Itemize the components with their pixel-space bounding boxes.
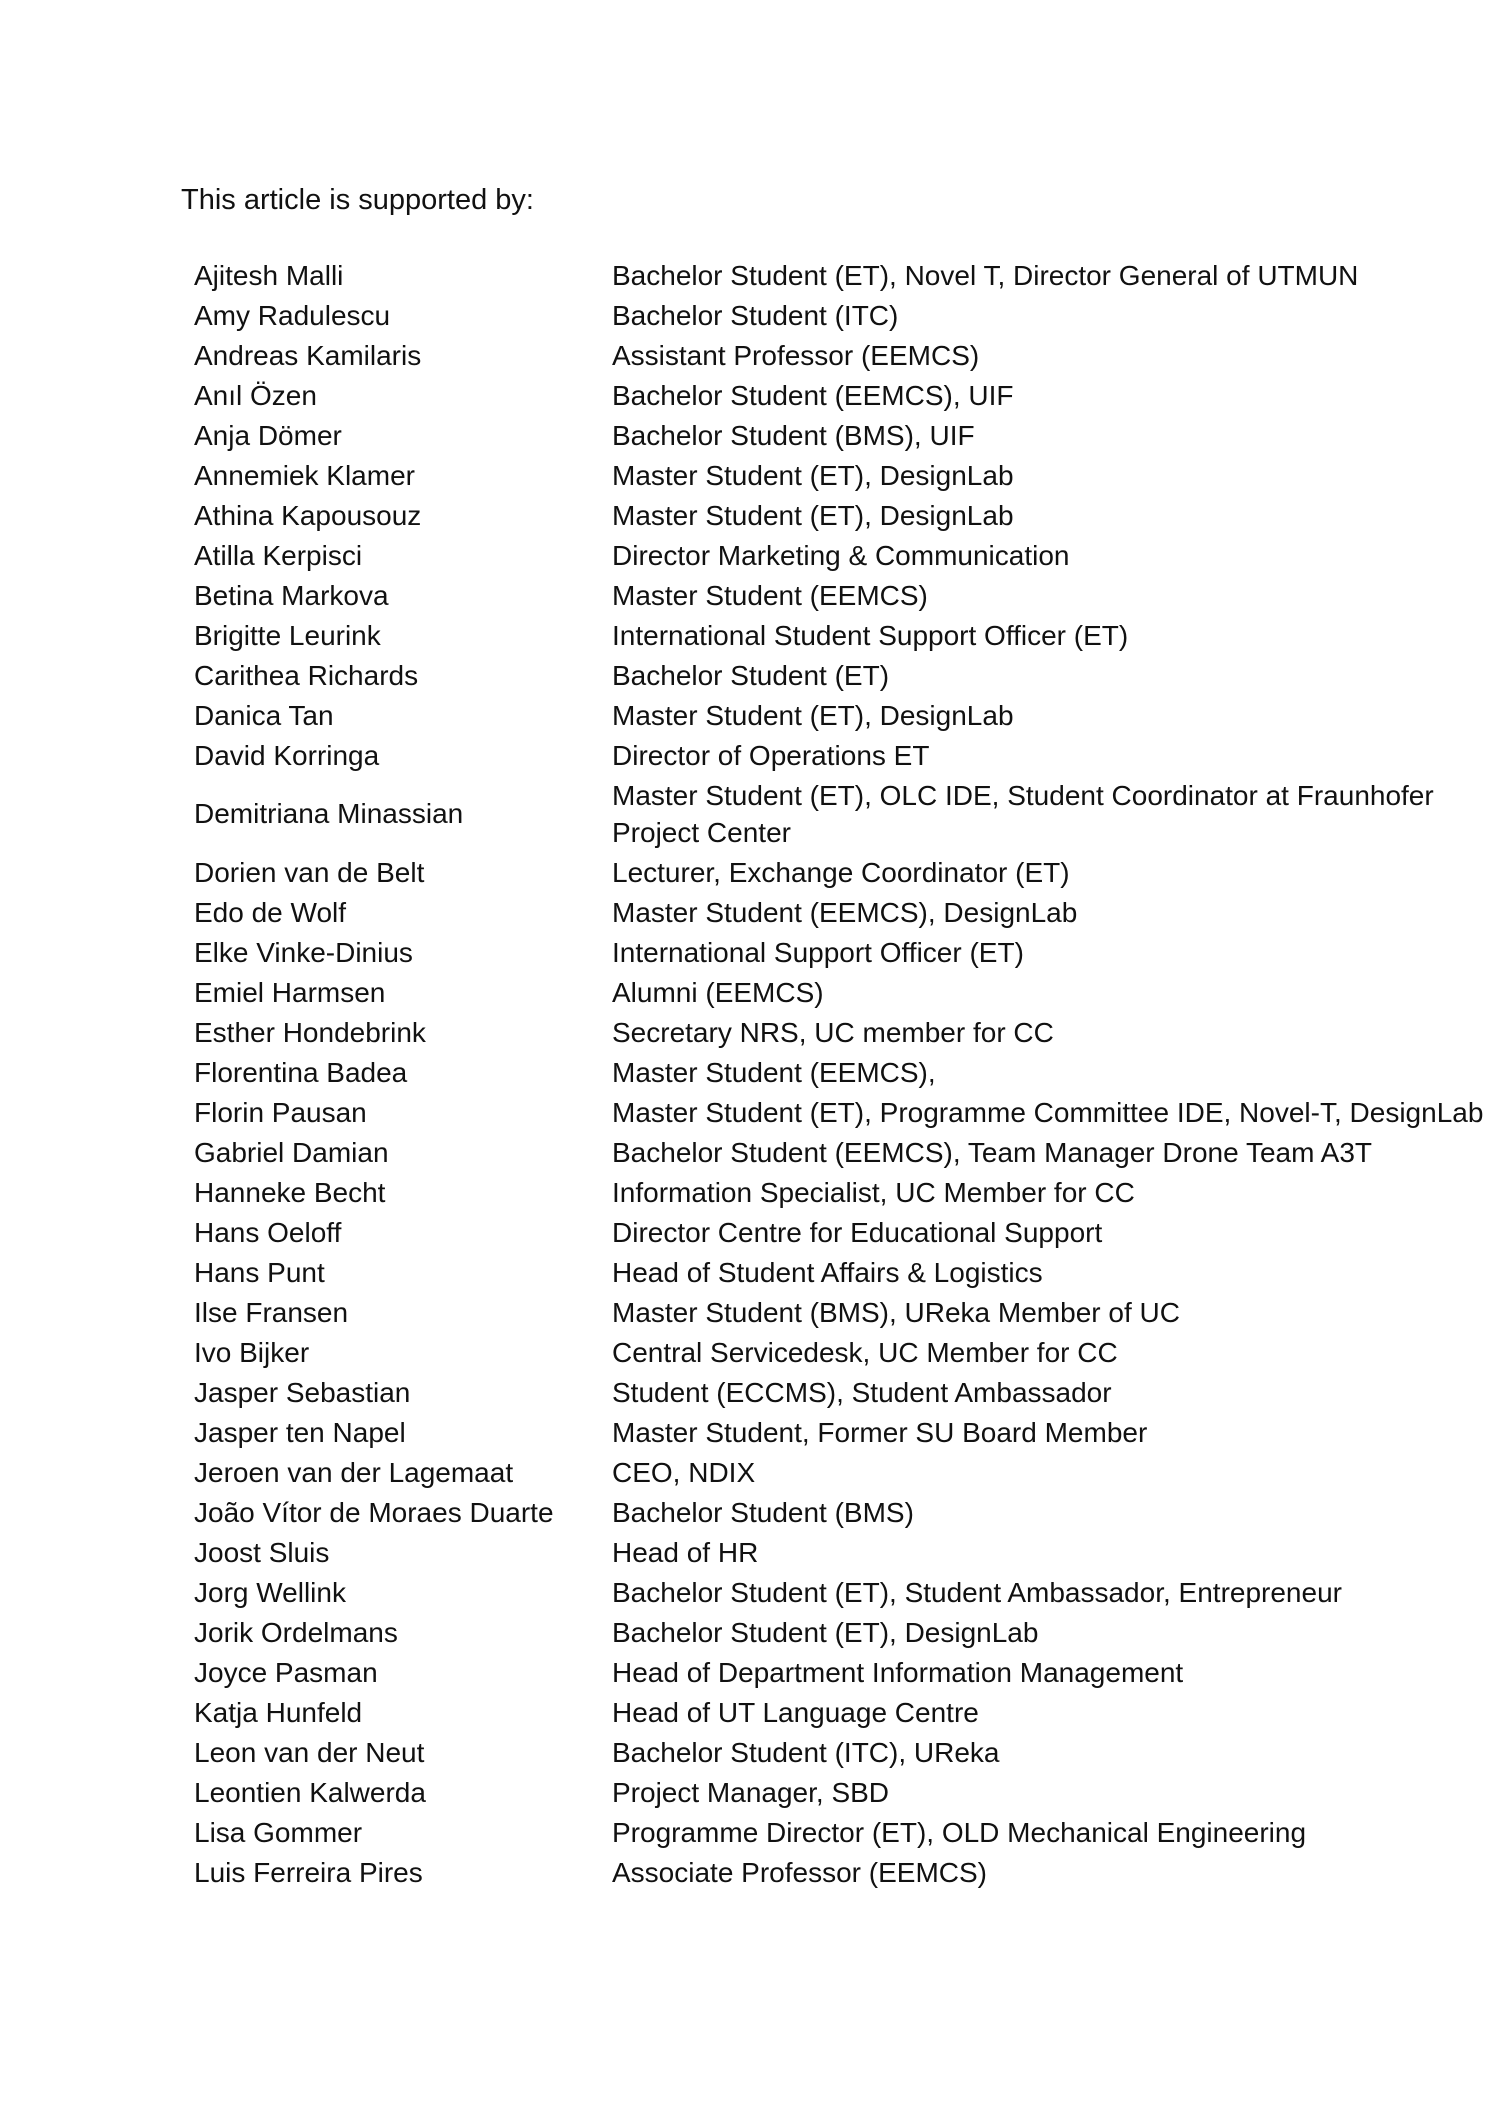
supporter-row (194, 1612, 1500, 1652)
supporter-role: Bachelor Student (ET), Novel T, Director General of UTMUN (612, 259, 1359, 291)
supporter-role: Bachelor Student (BMS) (612, 1496, 914, 1528)
supporter-role: International Support Officer (ET) (612, 936, 1024, 968)
supporter-role: Director Centre for Educational Support (612, 1216, 1103, 1248)
supporter-role: Lecturer, Exchange Coordinator (ET) (612, 856, 1070, 888)
supporter-role: Master Student (BMS), UReka Member of UC (612, 1296, 1180, 1328)
supporter-row (194, 535, 1500, 575)
supporter-role: Information Specialist, UC Member for CC (612, 1176, 1135, 1208)
supporter-name: Danica Tan (194, 699, 334, 731)
supporter-name: Jasper ten Napel (194, 1416, 406, 1448)
supporter-role: Programme Director (ET), OLD Mechanical Engineering (612, 1816, 1307, 1848)
supporter-name: Luis Ferreira Pires (194, 1856, 423, 1888)
supporter-name: Lisa Gommer (194, 1816, 363, 1848)
supporter-role: Alumni (EEMCS) (612, 976, 824, 1008)
supporter-role: Bachelor Student (BMS), UIF (612, 419, 975, 451)
supporter-list (194, 255, 1500, 1892)
supporter-row (194, 892, 1500, 932)
supporter-name: Elke Vinke-Dinius (194, 936, 413, 968)
supporter-role: Head of Department Information Management (612, 1656, 1184, 1688)
supporter-row (194, 1452, 1500, 1492)
supporter-name: Jorg Wellink (194, 1576, 346, 1608)
supporter-row (194, 1492, 1500, 1532)
supporter-role: Bachelor Student (ET) (612, 659, 890, 691)
supporter-row (194, 1812, 1500, 1852)
supporter-role: Bachelor Student (ET), DesignLab (612, 1616, 1039, 1648)
supporter-name: Athina Kapousouz (194, 499, 422, 531)
supporter-role: Director of Operations ET (612, 739, 930, 771)
supporter-role: Head of Student Affairs & Logistics (612, 1256, 1043, 1288)
supporter-name: João Vítor de Moraes Duarte (194, 1496, 554, 1528)
supporter-name: Anja Dömer (194, 419, 342, 451)
supporter-row (194, 1332, 1500, 1372)
supporter-role: Project Manager, SBD (612, 1776, 890, 1808)
supporter-name: Jorik Ordelmans (194, 1616, 398, 1648)
supporter-role: Master Student, Former SU Board Member (612, 1416, 1148, 1448)
supporter-name: Joyce Pasman (194, 1656, 378, 1688)
supporter-name: Brigitte Leurink (194, 619, 381, 651)
supporter-role: Head of HR (612, 1536, 759, 1568)
supporter-role: Master Student (ET), Programme Committee IDE, Novel-T, DesignLab (612, 1096, 1484, 1128)
supporter-row (194, 1532, 1500, 1572)
supporter-row (194, 1092, 1500, 1132)
supporter-name: Leon van der Neut (194, 1736, 425, 1768)
supporter-role: Master Student (EEMCS), (612, 1056, 936, 1088)
supporter-row (194, 1692, 1500, 1732)
supporter-row (194, 1212, 1500, 1252)
supporter-role: Central Servicedesk, UC Member for CC (612, 1336, 1118, 1368)
supporter-name: Andreas Kamilaris (194, 339, 422, 371)
supporter-name: David Korringa (194, 739, 380, 771)
supporter-row (194, 615, 1500, 655)
supporter-row (194, 852, 1500, 892)
supporter-name: Ilse Fransen (194, 1296, 349, 1328)
supporter-row (194, 655, 1500, 695)
supporter-name: Demitriana Minassian (194, 798, 464, 829)
supporter-name: Anıl Özen (194, 379, 317, 411)
supporter-name: Annemiek Klamer (194, 459, 415, 491)
supporter-name: Katja Hunfeld (194, 1696, 363, 1728)
supporter-row (194, 1252, 1500, 1292)
supporter-name: Ivo Bijker (194, 1336, 310, 1368)
supporter-row (194, 575, 1500, 615)
supporter-row (194, 1732, 1500, 1772)
supporter-row (194, 1132, 1500, 1172)
supporter-role: Student (ECCMS), Student Ambassador (612, 1376, 1112, 1408)
supporter-name: Hanneke Becht (194, 1176, 386, 1208)
supporter-name: Hans Punt (194, 1256, 325, 1288)
supporter-row (194, 1572, 1500, 1612)
supporter-role: Assistant Professor (EEMCS) (612, 339, 980, 371)
supporter-role: Bachelor Student (EEMCS), Team Manager Drone Team A3T (612, 1136, 1372, 1168)
supporter-name: Esther Hondebrink (194, 1016, 426, 1048)
supporter-row (194, 415, 1500, 455)
supporter-name: Florentina Badea (194, 1056, 408, 1088)
supporter-row (194, 295, 1500, 335)
supporter-role: Master Student (EEMCS), DesignLab (612, 896, 1078, 928)
supporter-role: CEO, NDIX (612, 1456, 756, 1488)
supporter-role: Master Student (EEMCS) (612, 579, 928, 611)
supporter-name: Carithea Richards (194, 659, 419, 691)
intro-text: This article is supported by: (181, 184, 534, 216)
supporter-role: Master Student (ET), DesignLab (612, 699, 1014, 731)
supporter-row (194, 1412, 1500, 1452)
supporter-row (194, 1012, 1500, 1052)
supporter-row (194, 1172, 1500, 1212)
supporter-name: Atilla Kerpisci (194, 539, 363, 571)
supporter-name: Gabriel Damian (194, 1136, 389, 1168)
supporter-name: Amy Radulescu (194, 299, 391, 331)
supporter-name: Betina Markova (194, 579, 389, 611)
supporter-row (194, 495, 1500, 535)
supporter-row (194, 932, 1500, 972)
supporter-row (194, 735, 1500, 775)
supporter-name: Joost Sluis (194, 1536, 330, 1568)
supporter-name: Ajitesh Malli (194, 259, 344, 291)
supporter-role: Head of UT Language Centre (612, 1696, 979, 1728)
supporter-name: Dorien van de Belt (194, 856, 425, 888)
supporter-role: Bachelor Student (EEMCS), UIF (612, 379, 1014, 411)
supporter-row (194, 1772, 1500, 1812)
supporter-row (194, 1052, 1500, 1092)
supporter-row (194, 775, 1500, 852)
supporter-row (194, 1652, 1500, 1692)
supporter-role: Master Student (ET), DesignLab (612, 459, 1014, 491)
supporter-name: Jasper Sebastian (194, 1376, 411, 1408)
supporter-row (194, 455, 1500, 495)
supporter-role: International Student Support Officer (ET) (612, 619, 1129, 651)
supporter-row (194, 695, 1500, 735)
supporter-row (194, 1292, 1500, 1332)
supporter-role: Bachelor Student (ITC), UReka (612, 1736, 1000, 1768)
supporter-role: Director Marketing & Communication (612, 539, 1070, 571)
supporter-row (194, 255, 1500, 295)
supporter-role: Secretary NRS, UC member for CC (612, 1016, 1054, 1048)
supporter-name: Edo de Wolf (194, 896, 347, 928)
supporter-role: Bachelor Student (ET), Student Ambassador, Entrepreneur (612, 1576, 1342, 1608)
supporter-name: Jeroen van der Lagemaat (194, 1456, 514, 1488)
supporter-row (194, 1372, 1500, 1412)
supporter-role: Master Student (ET), OLC IDE, Student Coordinator at Fraunhofer Project Center (612, 779, 1434, 848)
supporter-name: Emiel Harmsen (194, 976, 386, 1008)
supporter-name: Hans Oeloff (194, 1216, 342, 1248)
supporter-name: Florin Pausan (194, 1096, 367, 1128)
supporter-row (194, 972, 1500, 1012)
supporter-role: Bachelor Student (ITC) (612, 299, 899, 331)
supporter-role: Master Student (ET), DesignLab (612, 499, 1014, 531)
supporter-role: Associate Professor (EEMCS) (612, 1856, 987, 1888)
supporter-row (194, 335, 1500, 375)
supporter-row (194, 375, 1500, 415)
supporter-name: Leontien Kalwerda (194, 1776, 426, 1808)
supporter-row (194, 1852, 1500, 1892)
